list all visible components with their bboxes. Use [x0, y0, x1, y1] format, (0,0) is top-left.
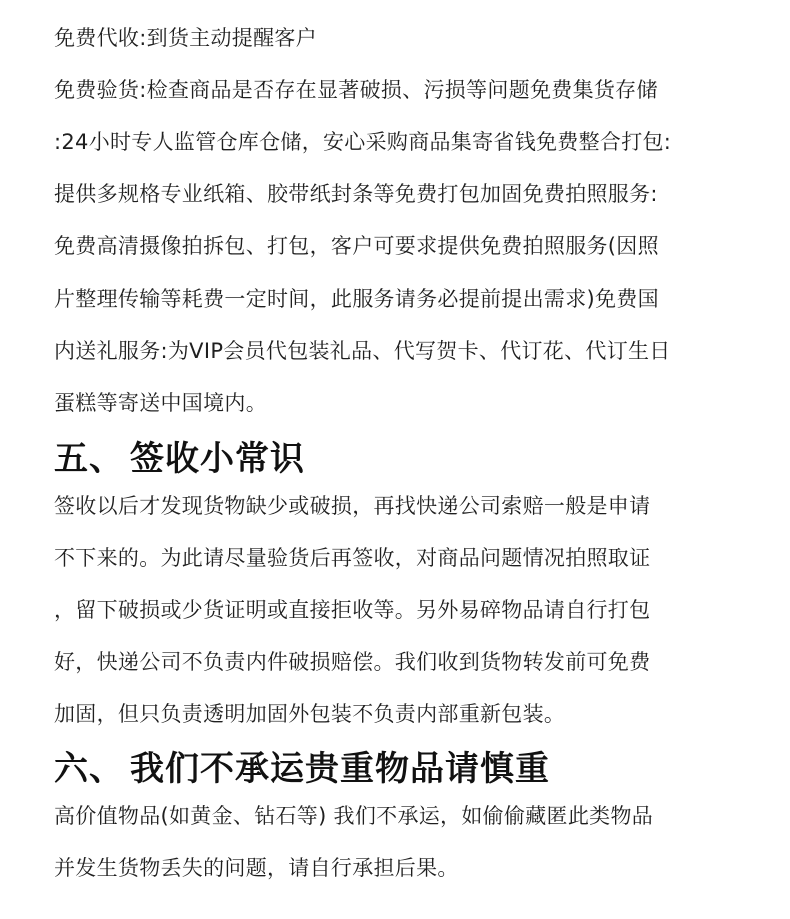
section-heading [54, 437, 774, 481]
paragraph-line: 好，快递公司不负责内件破损赔偿。我们收到货物转发前可免费 [54, 650, 651, 674]
paragraph-line: 加固，但只负责透明加固外包装不负责内部重新包装。 [54, 702, 566, 726]
paragraph-line: :24小时专人监管仓库仓储，安心采购商品集寄省钱免费整合打包: [54, 130, 672, 154]
paragraph-line: 提供多规格专业纸箱、胶带纸封条等免费打包加固免费拍照服务: [54, 182, 658, 206]
paragraph-line: 免费验货:检查商品是否存在显著破损、污损等问题免费集货存储 [54, 78, 658, 102]
paragraph-line: 蛋糕等寄送中国境内。 [54, 391, 267, 415]
paragraph-line: 签收以后才发现货物缺少或破损，再找快递公司索赔一般是申请 [54, 494, 651, 518]
section-title: 签收小常识 [130, 439, 305, 479]
paragraph-line: 片整理传输等耗费一定时间，此服务请务必提前提出需求)免费国 [54, 287, 659, 311]
paragraph-line: 并发生货物丢失的问题，请自行承担后果。 [54, 856, 459, 880]
paragraph-line: 不下来的。为此请尽量验货后再签收，对商品问题情况拍照取证 [54, 546, 651, 570]
section-heading [54, 747, 774, 791]
section-number: 五、 [54, 439, 124, 479]
paragraph-line: ，留下破损或少货证明或直接拒收等。另外易碎物品请自行打包 [54, 598, 651, 622]
section-number: 六、 [54, 749, 124, 789]
paragraph-line: 免费高清摄像拍拆包、打包，客户可要求提供免费拍照服务(因照 [54, 234, 659, 258]
paragraph-line: 免费代收:到货主动提醒客户 [54, 26, 317, 50]
paragraph-line: 内送礼服务:为VIP会员代包装礼品、代写贺卡、代订花、代订生日 [54, 339, 671, 363]
section-title: 我们不承运贵重物品请慎重 [130, 749, 550, 789]
paragraph-line: 高价值物品(如黄金、钻石等) 我们不承运，如偷偷藏匿此类物品 [54, 804, 654, 828]
